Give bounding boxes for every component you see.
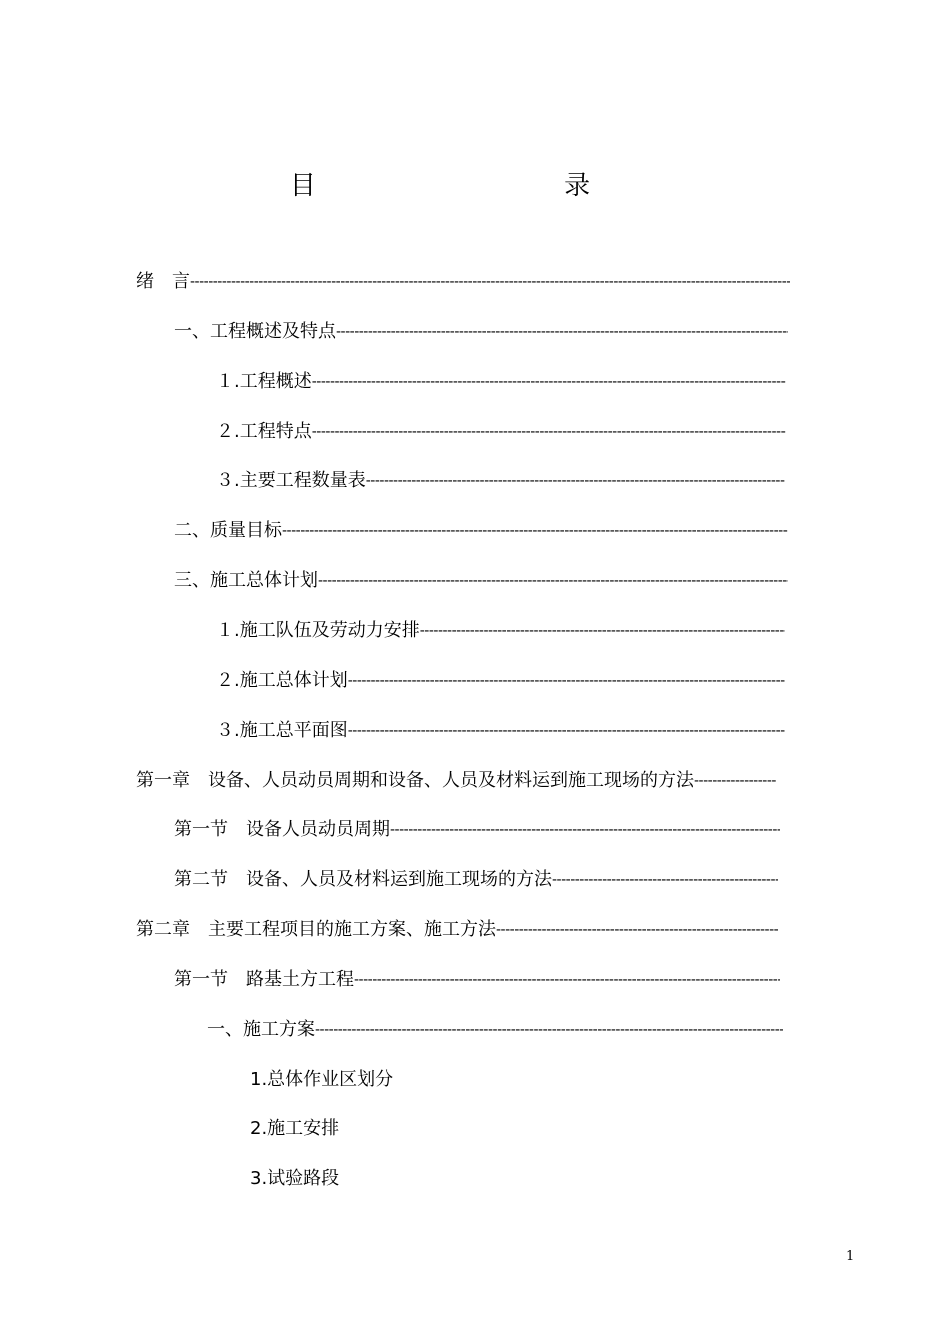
toc-entry-label: １.施工队伍及劳动力安排 bbox=[216, 620, 420, 641]
toc-entry bbox=[136, 915, 778, 945]
toc-entry-label: 一、工程概述及特点 bbox=[174, 321, 336, 342]
toc-dot-leader bbox=[312, 417, 786, 447]
toc-entry bbox=[136, 766, 776, 796]
toc-entry-label: ３.施工总平面图 bbox=[216, 720, 348, 741]
toc-entry-label: 一、施工方案 bbox=[207, 1019, 315, 1040]
toc-dot-leader bbox=[336, 317, 788, 347]
toc-entry bbox=[216, 716, 785, 746]
toc-dot-leader bbox=[318, 566, 788, 596]
toc-entry-label: 3.试验路段 bbox=[250, 1168, 340, 1189]
toc-entry-label: 二、质量目标 bbox=[174, 520, 282, 541]
toc-dot-leader bbox=[496, 915, 778, 945]
toc-entry bbox=[174, 317, 788, 347]
toc-dot-leader bbox=[552, 865, 778, 895]
toc-entry bbox=[207, 1015, 783, 1045]
toc-entry-label: 第一章 设备、人员动员周期和设备、人员及材料运到施工现场的方法 bbox=[136, 770, 694, 791]
toc-dot-leader bbox=[694, 766, 776, 796]
toc-entry bbox=[174, 516, 788, 546]
toc-entry bbox=[174, 815, 780, 845]
toc-entry-label: １.工程概述 bbox=[216, 371, 312, 392]
toc-entry bbox=[250, 1065, 700, 1095]
toc-entry-label: 1.总体作业区划分 bbox=[250, 1069, 394, 1090]
toc-entry bbox=[174, 865, 778, 895]
toc-dot-leader bbox=[282, 516, 788, 546]
toc-dot-leader bbox=[190, 267, 790, 297]
toc-dot-leader bbox=[366, 466, 785, 496]
toc-entry-label: ２.工程特点 bbox=[216, 421, 312, 442]
toc-entry bbox=[250, 1164, 700, 1194]
toc-dot-leader bbox=[348, 666, 785, 696]
toc-entry bbox=[174, 566, 788, 596]
toc-entry bbox=[250, 1114, 700, 1144]
toc-entry-label: 第一节 路基土方工程 bbox=[174, 969, 354, 990]
toc-entry-label: 第一节 设备人员动员周期 bbox=[174, 819, 390, 840]
toc-dot-leader bbox=[354, 965, 780, 995]
toc-entry-label: ２.施工总体计划 bbox=[216, 670, 348, 691]
toc-entry bbox=[174, 965, 780, 995]
toc-dot-leader bbox=[312, 367, 786, 397]
page-title: 目 录 bbox=[289, 171, 711, 201]
toc-entry bbox=[216, 367, 786, 397]
page-number: 1 bbox=[846, 1249, 855, 1264]
toc-entry bbox=[136, 267, 790, 297]
toc-entry-label: 第二节 设备、人员及材料运到施工现场的方法 bbox=[174, 869, 552, 890]
toc-dot-leader bbox=[420, 616, 785, 646]
toc-entry bbox=[216, 616, 785, 646]
toc-entry bbox=[216, 466, 785, 496]
toc-entry-label: ３.主要工程数量表 bbox=[216, 470, 366, 491]
toc-entry-label: 2.施工安排 bbox=[250, 1118, 340, 1139]
toc-entry-label: 绪 言 bbox=[136, 271, 190, 292]
toc-entry-label: 第二章 主要工程项目的施工方案、施工方法 bbox=[136, 919, 496, 940]
toc-entry bbox=[216, 666, 785, 696]
toc-dot-leader bbox=[390, 815, 780, 845]
toc-dot-leader bbox=[348, 716, 785, 746]
toc-entry bbox=[216, 417, 786, 447]
toc-entry-label: 三、施工总体计划 bbox=[174, 570, 318, 591]
toc-dot-leader bbox=[315, 1015, 783, 1045]
